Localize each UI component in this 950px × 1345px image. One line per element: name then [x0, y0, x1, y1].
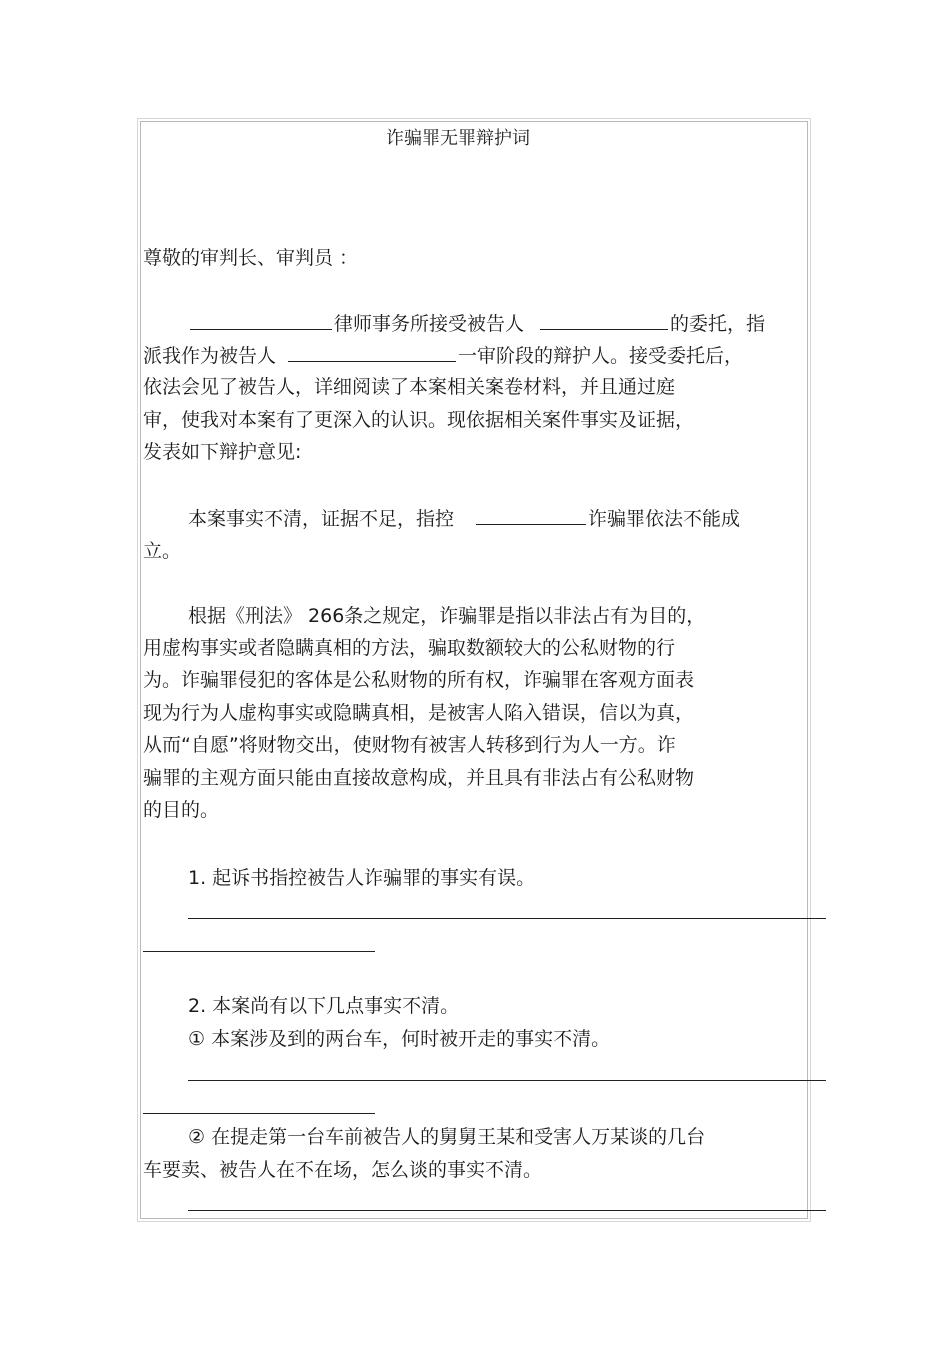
sub-point-2-line-2: 车要卖、被告人在不在场，怎么谈的事实不清。	[143, 1159, 543, 1181]
point-2: 2. 本案尚有以下几点事实不清。	[188, 995, 460, 1017]
intro-line-1-end: 的委托，指	[670, 313, 766, 335]
law-line-3: 为。诈骗罪侵犯的客体是公私财物的所有权，诈骗罪在客观方面表	[143, 669, 695, 691]
law-line-5: 从而“自愿”将财物交出，使财物有被害人转移到行为人一方。诈	[143, 734, 676, 756]
fill-in-line	[143, 1113, 375, 1114]
intro-line-3: 依法会见了被告人，详细阅读了本案相关案卷材料，并且通过庭	[143, 376, 676, 398]
law-line-6: 骗罪的主观方面只能由直接故意构成，并且具有非法占有公私财物	[143, 767, 695, 789]
salutation: 尊敬的审判长、审判员 ：	[143, 247, 359, 269]
accused-name-blank	[476, 506, 586, 525]
thesis-line-1	[188, 506, 740, 531]
intro-line-1-mid: 律师事务所接受被告人	[334, 313, 525, 335]
law-line-7: 的目的。	[143, 799, 220, 821]
law-line-1: 根据《刑法》 266条之规定，诈骗罪是指以非法占有为目的，	[188, 605, 706, 627]
document-title: 诈骗罪无罪辩护词	[386, 128, 530, 149]
fill-in-line	[188, 1210, 826, 1211]
defendant-blank-2	[288, 343, 456, 362]
intro-line-2	[143, 343, 743, 368]
law-line-4: 现为行为人虚构事实或隐瞒真相，是被害人陷入错误，信以为真，	[143, 702, 695, 724]
sub-point-1: ① 本案涉及到的两台车，何时被开走的事实不清。	[188, 1028, 611, 1050]
defendant-name-blank	[540, 311, 668, 330]
intro-line-4: 审，使我对本案有了更深入的认识。现依据相关案件事实及证据，	[143, 409, 695, 431]
intro-line-2-end: 一审阶段的辩护人。接受委托后，	[458, 345, 744, 367]
fill-in-line	[188, 1080, 826, 1081]
firm-name-blank	[190, 311, 332, 330]
intro-line-2-start: 派我作为被告人	[143, 345, 277, 367]
thesis-line-2: 立。	[143, 540, 182, 562]
thesis-line-1-end: 诈骗罪依法不能成	[588, 508, 741, 530]
fill-in-line	[143, 951, 375, 952]
sub-point-2-line-1: ② 在提走第一台车前被告人的舅舅王某和受害人万某谈的几台	[188, 1126, 706, 1148]
fill-in-line	[188, 918, 826, 919]
thesis-line-1-start: 本案事实不清，证据不足，指控	[188, 508, 455, 530]
intro-line-1	[188, 311, 765, 336]
intro-line-5: 发表如下辩护意见:	[143, 441, 302, 463]
point-1: 1. 起诉书指控被告人诈骗罪的事实有误。	[188, 867, 536, 889]
law-line-2: 用虚构事实或者隐瞒真相的方法，骗取数额较大的公私财物的行	[143, 637, 676, 659]
